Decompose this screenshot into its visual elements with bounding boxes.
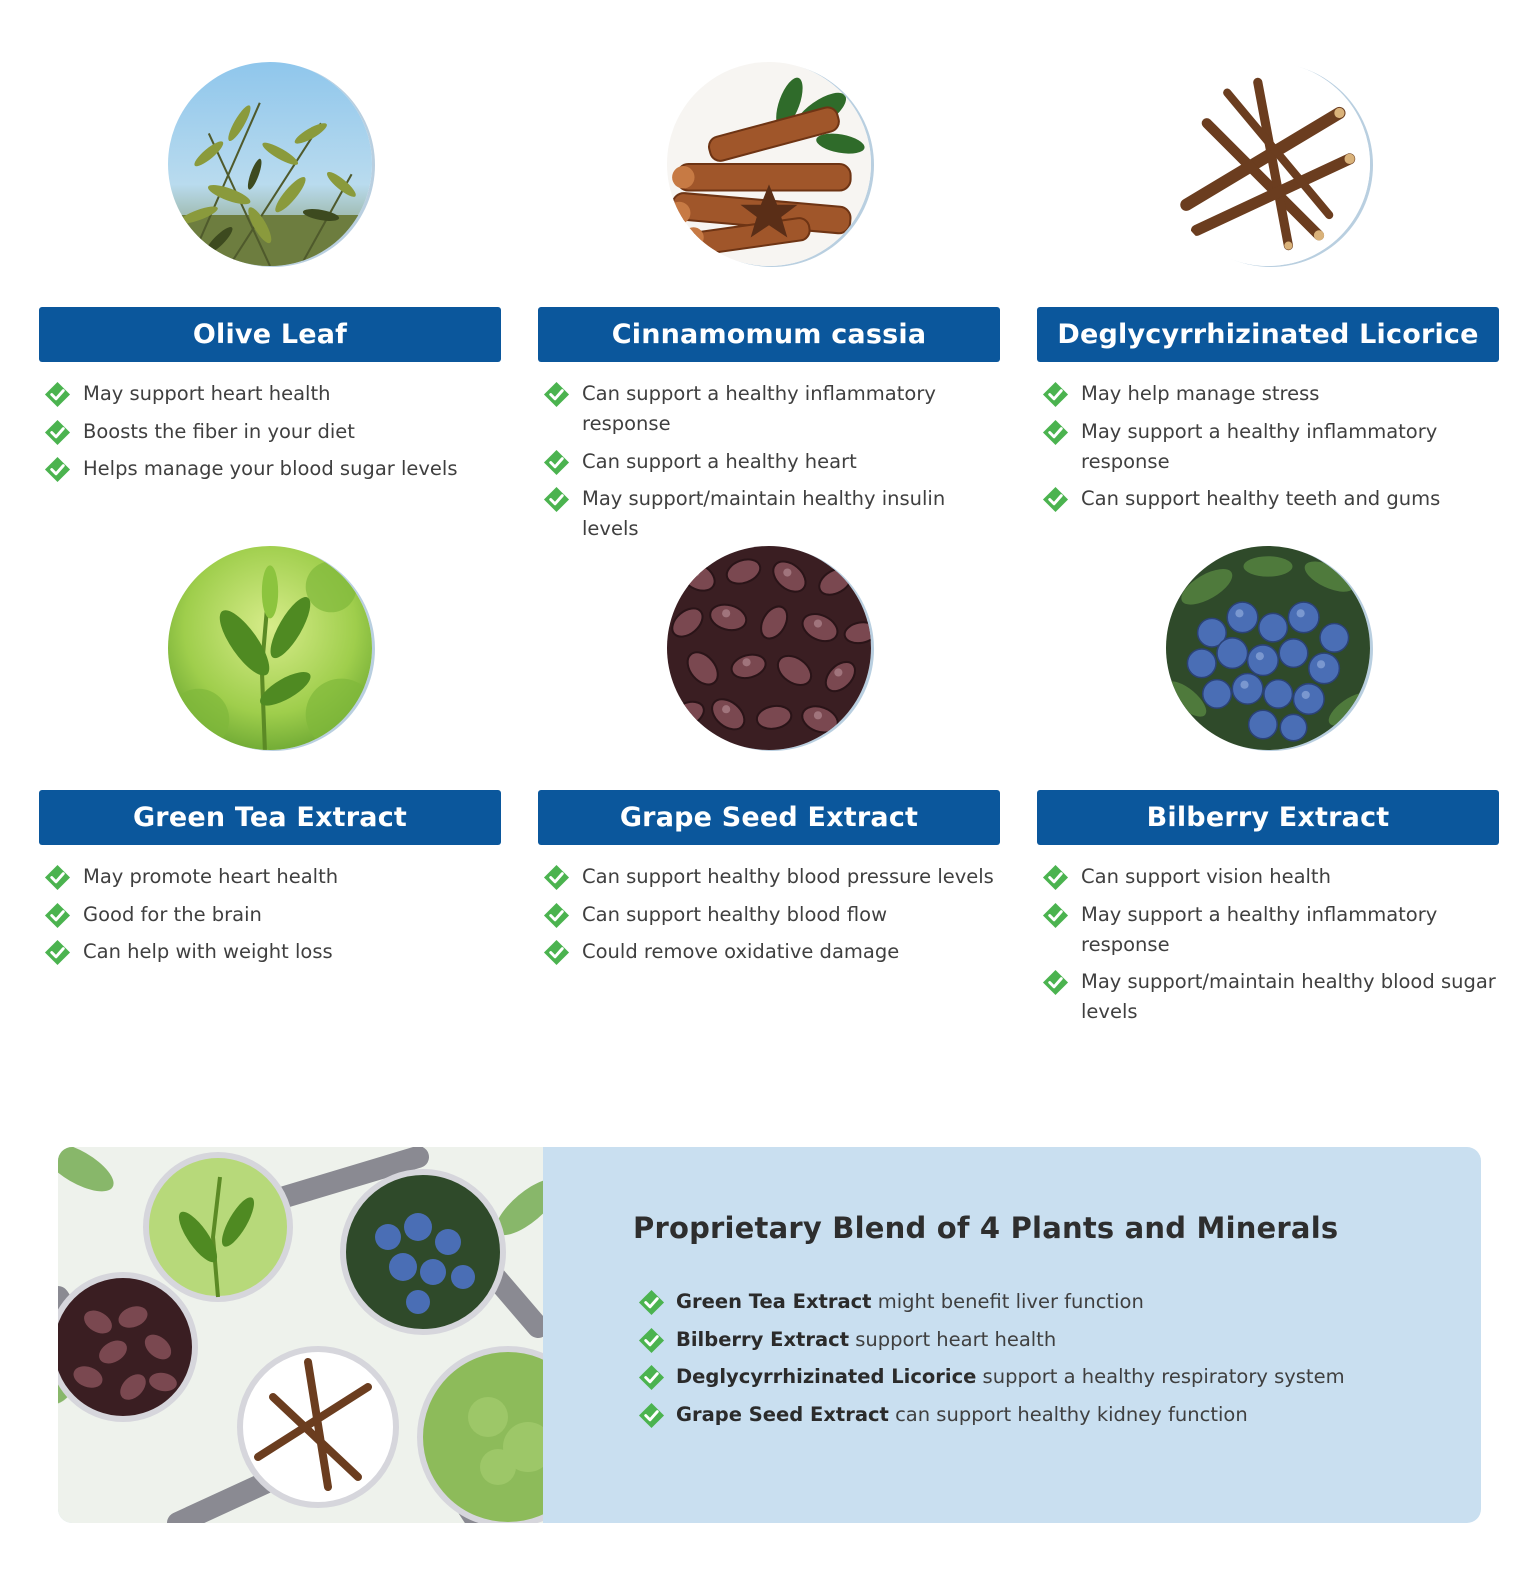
check-icon [1042,486,1069,513]
list-item [638,1362,1438,1392]
proprietary-blend-section [58,1147,1481,1523]
ingredient-name: Grape Seed Extract [676,1402,889,1426]
benefit-text: Can support healthy blood pressure levels [582,865,994,888]
check-icon [638,1364,665,1391]
ingredient-benefit: might benefit liver function [871,1290,1144,1313]
benefit-list [44,862,499,975]
card-title: Grape Seed Extract [538,790,1000,845]
benefit-text: Could remove oxidative damage [582,940,900,963]
list-item [638,1400,1438,1430]
ingredient-scoops-icon [58,1147,543,1523]
ingredient-name: Green Tea Extract [676,1290,872,1313]
licorice-root-icon [1166,62,1370,266]
list-item [44,417,499,447]
check-icon [638,1289,665,1316]
check-icon [543,902,570,929]
list-item [638,1287,1438,1317]
check-icon [44,939,71,966]
benefit-list [44,379,499,492]
grape-seed-image [667,546,871,750]
bilberry-image [1166,546,1370,750]
card-title: Deglycyrrhizinated Licorice [1037,307,1499,362]
ingredient-scoops-image [58,1147,543,1523]
list-item [1042,862,1497,892]
cinnamon-icon [667,62,871,266]
grape-seed-icon [667,546,871,750]
benefit-text: Boosts the fiber in your diet [83,419,355,443]
green-tea-icon [168,546,372,750]
list-item [1042,967,1497,1027]
check-icon [44,864,71,891]
benefit-list [1042,862,1497,1035]
ingredient-benefit: support heart health [849,1327,1057,1351]
list-item [44,454,499,484]
list-item [1042,484,1497,514]
ingredient-benefit: can support healthy kidney function [888,1402,1248,1426]
benefit-text: Helps manage your blood sugar levels [83,457,458,480]
benefit-text: May support a healthy inflammatory response [1081,419,1438,473]
check-icon [44,902,71,929]
check-icon [543,864,570,891]
benefit-text: Can support a healthy inflammatory response [582,382,936,435]
check-icon [1042,969,1069,996]
check-icon [1042,419,1069,446]
ingredient-name: Deglycyrrhizinated Licorice [676,1365,977,1388]
list-item [44,937,499,967]
benefit-text: May support/maintain healthy insulin levels [582,487,946,540]
benefit-text: Can support a healthy heart [582,449,857,473]
benefit-text: Can help with weight loss [83,940,333,963]
list-item [543,900,998,930]
check-icon [543,449,570,476]
card-title: Olive Leaf [39,307,501,362]
check-icon [543,939,570,966]
benefit-text: May support/maintain healthy blood sugar levels [1081,970,1496,1023]
check-icon [543,381,570,408]
list-item [543,379,998,439]
check-icon [44,419,71,446]
benefit-text: Can support healthy teeth and gums [1081,487,1441,510]
list-item [44,900,499,930]
benefit-list [1042,379,1497,522]
check-icon [638,1402,665,1429]
benefit-text: May promote heart health [83,865,339,888]
card-title: Cinnamomum cassia [538,307,1000,362]
check-icon [1042,381,1069,408]
ingredient-name: Bilberry Extract [676,1327,850,1351]
cinnamon-image [667,62,871,266]
bilberry-icon [1166,546,1370,750]
benefit-text: Can support healthy blood flow [582,902,888,926]
list-item [1042,379,1497,409]
list-item [543,484,998,544]
olive-leaf-icon [168,62,372,266]
benefit-text: Good for the brain [83,902,262,926]
check-icon [44,456,71,483]
list-item [638,1325,1438,1355]
olive-leaf-image [168,62,372,266]
card-title: Bilberry Extract [1037,790,1499,845]
list-item [1042,417,1497,477]
list-item [543,937,998,967]
check-icon [638,1327,665,1354]
benefit-text: May support a healthy inflammatory response [1081,902,1438,956]
check-icon [44,381,71,408]
benefit-list [543,379,998,552]
blend-list [638,1287,1438,1437]
benefit-text: May help manage stress [1081,382,1320,405]
list-item [543,447,998,477]
check-icon [543,486,570,513]
benefit-text: Can support vision health [1081,865,1331,888]
check-icon [1042,864,1069,891]
check-icon [1042,902,1069,929]
green-tea-image [168,546,372,750]
ingredient-benefit: support a healthy respiratory system [976,1365,1345,1388]
benefit-text: May support heart health [83,382,331,405]
list-item [44,379,499,409]
list-item [1042,900,1497,960]
list-item [44,862,499,892]
card-title: Green Tea Extract [39,790,501,845]
list-item [543,862,998,892]
blend-title: Proprietary Blend of 4 Plants and Minerals [633,1211,1339,1245]
benefit-list [543,862,998,975]
licorice-image [1166,62,1370,266]
